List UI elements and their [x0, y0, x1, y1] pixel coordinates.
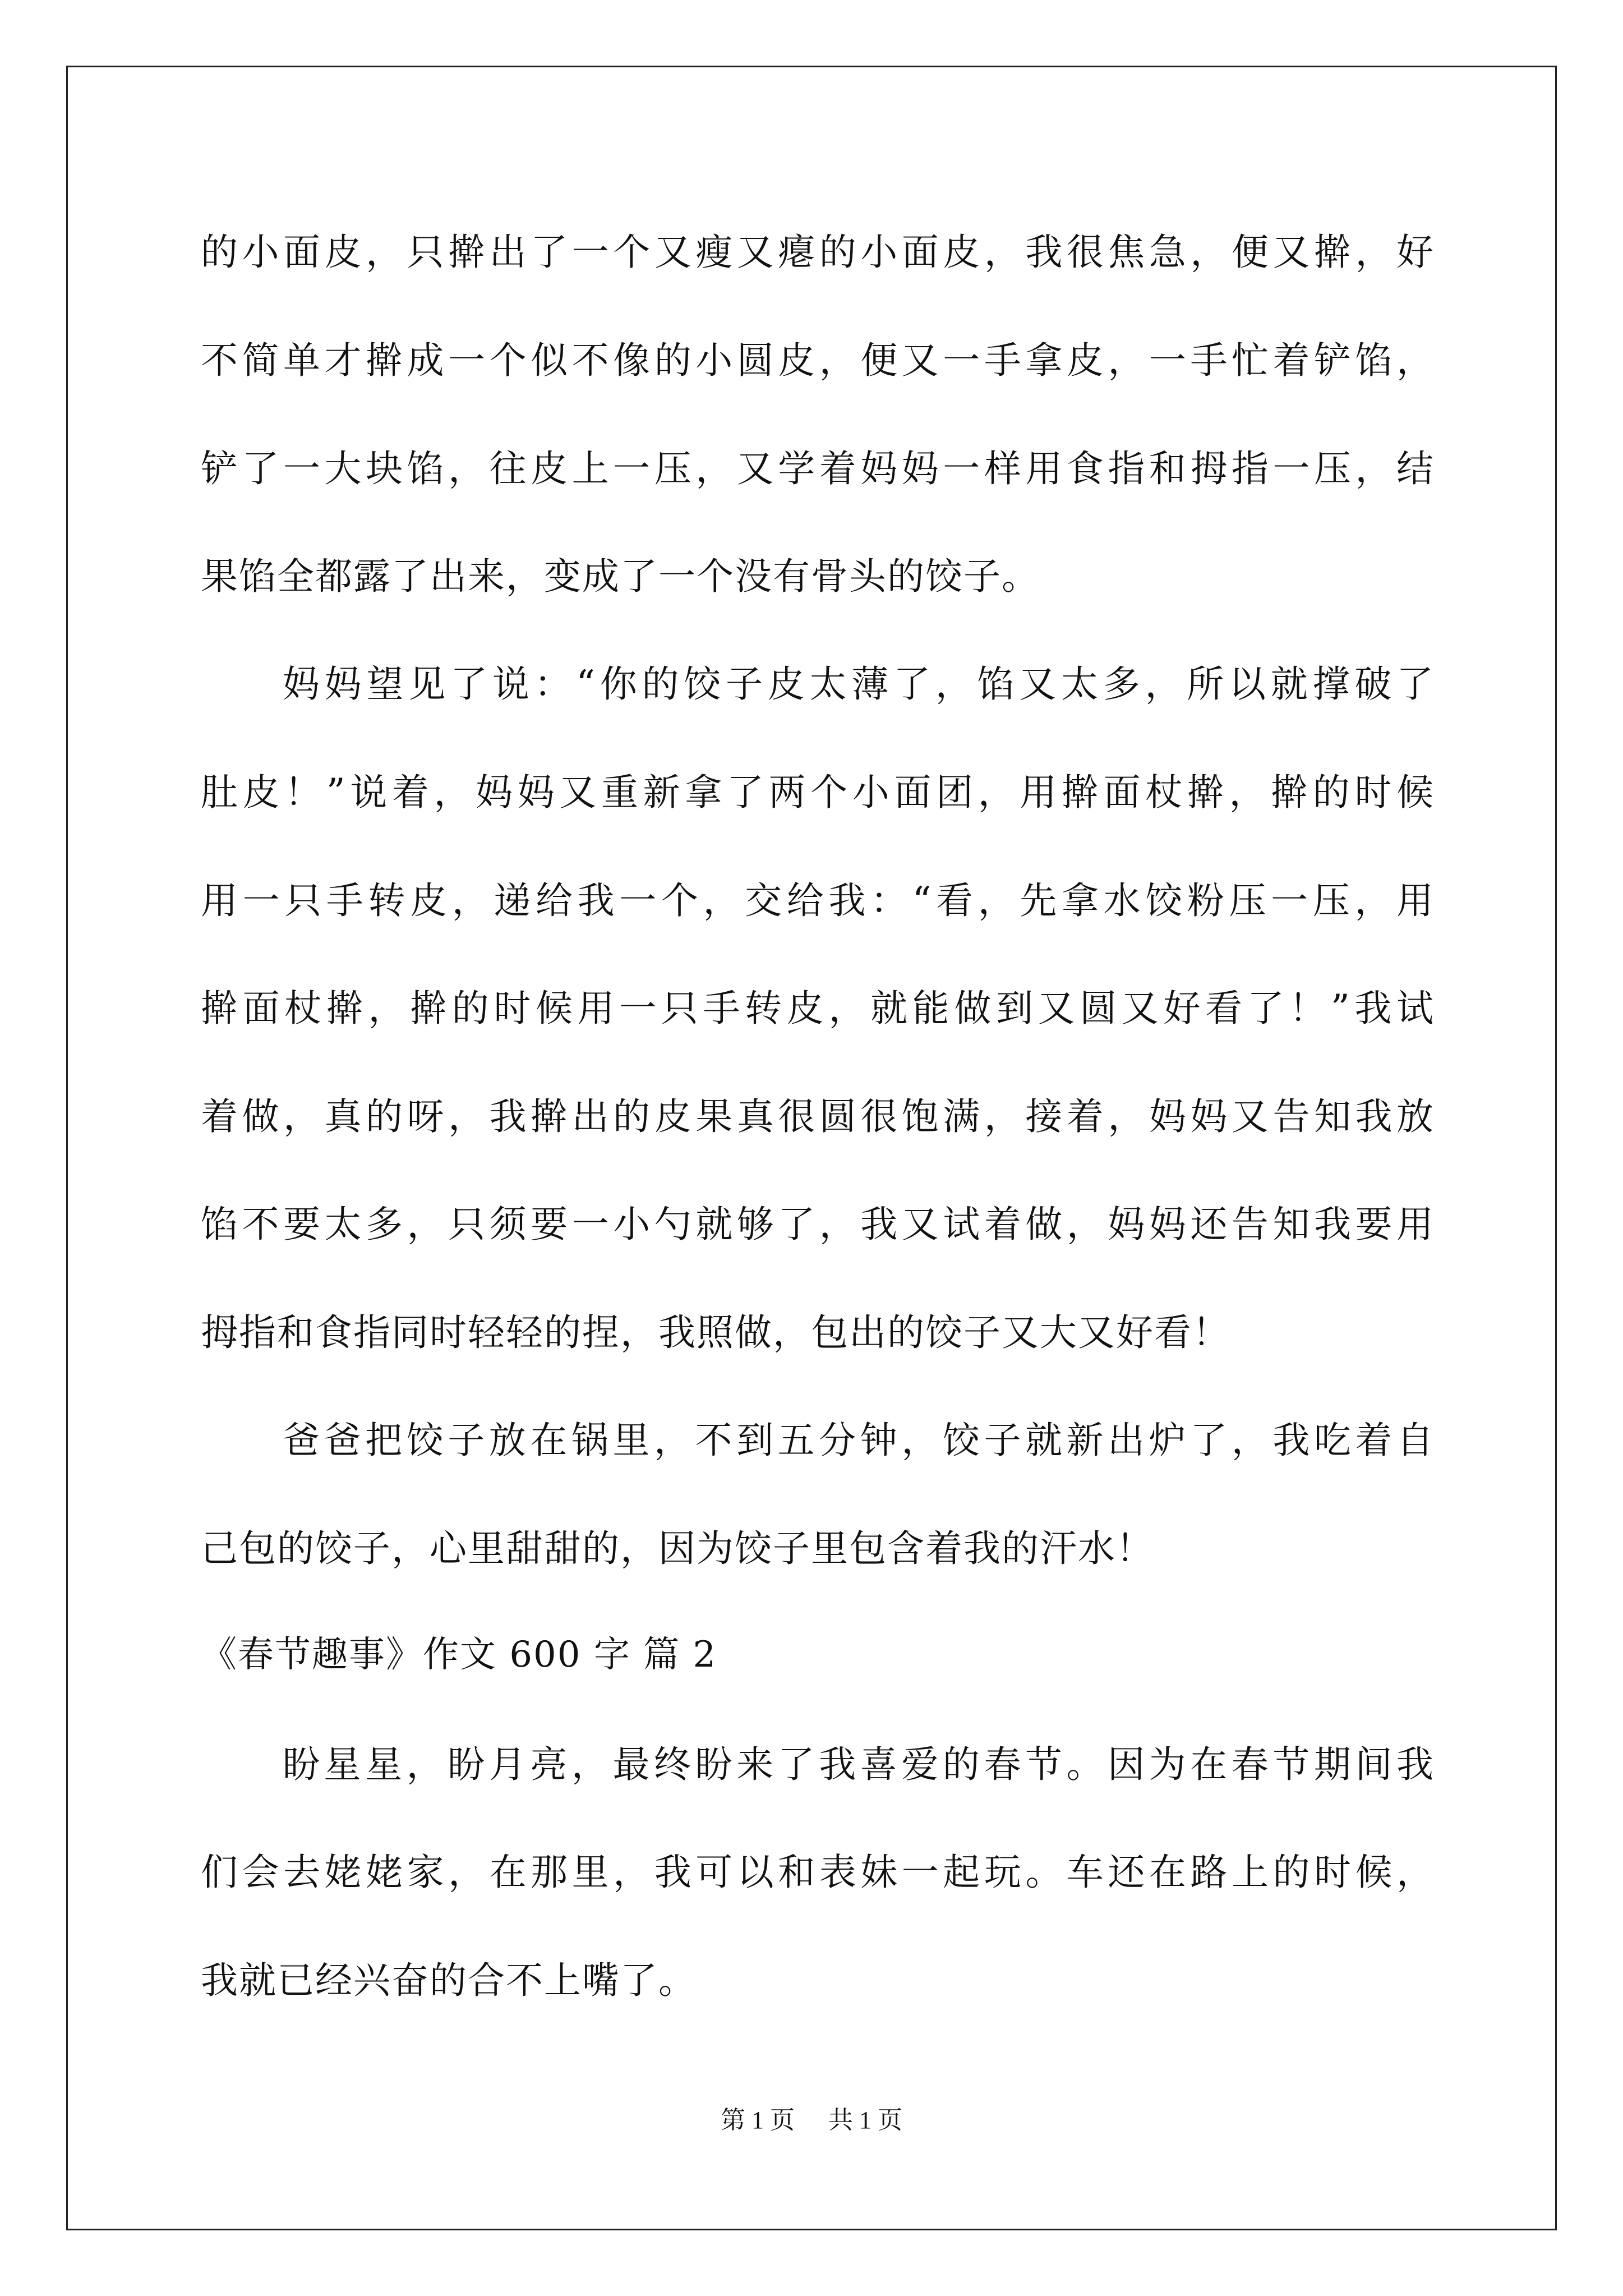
text-line: 擀面杖擀，擀的时候用一只手转皮，就能做到又圆又好看了！”我试 — [201, 987, 1435, 1030]
text-line: 肚皮！”说着，妈妈又重新拿了两个小面团，用擀面杖擀，擀的时候 — [201, 771, 1435, 814]
page-border — [66, 66, 1557, 2230]
page-total: 共 1 页 — [828, 2106, 902, 2134]
text-line: 拇指和食指同时轻轻的捏，我照做，包出的饺子又大又好看！ — [201, 1311, 1230, 1354]
text-line: 着做，真的呀，我擀出的皮果真很圆很饱满，接着，妈妈又告知我放 — [201, 1095, 1435, 1138]
page-number: 第 1 页 — [721, 2106, 795, 2134]
text-line: 己包的饺子，心里甜甜的，因为饺子里包含着我的汗水！ — [201, 1527, 1154, 1570]
text-line: 馅不要太多，只须要一小勺就够了，我又试着做，妈妈还告知我要用 — [201, 1203, 1435, 1246]
text-line: 果馅全都露了出来，变成了一个没有骨头的饺子。 — [201, 555, 1040, 598]
text-line: 铲了一大块馅，往皮上一压，又学着妈妈一样用食指和拇指一压，结 — [201, 447, 1435, 490]
text-line: 用一只手转皮，递给我一个，交给我：“看，先拿水饺粉压一压，用 — [201, 879, 1435, 922]
page-footer — [0, 2105, 1623, 2136]
text-line: 不简单才擀成一个似不像的小圆皮，便又一手拿皮，一手忙着铲馅， — [201, 339, 1435, 382]
section-heading: 《春节趣事》作文 600 字 篇 2 — [201, 1634, 717, 1676]
paragraph-start-line: 盼星星，盼月亮，最终盼来了我喜爱的春节。因为在春节期间我 — [283, 1743, 1435, 1786]
paragraph-start-line: 爸爸把饺子放在锅里，不到五分钟，饺子就新出炉了，我吃着自 — [283, 1419, 1435, 1462]
text-line: 们会去姥姥家，在那里，我可以和表妹一起玩。车还在路上的时候， — [201, 1851, 1435, 1894]
text-line: 我就已经兴奋的合不上嘴了。 — [201, 1959, 697, 2002]
paragraph-start-line: 妈妈望见了说：“你的饺子皮太薄了，馅又太多，所以就撑破了 — [283, 662, 1435, 706]
text-line: 的小面皮，只擀出了一个又瘦又瘪的小面皮，我很焦急，便又擀，好 — [201, 231, 1435, 274]
